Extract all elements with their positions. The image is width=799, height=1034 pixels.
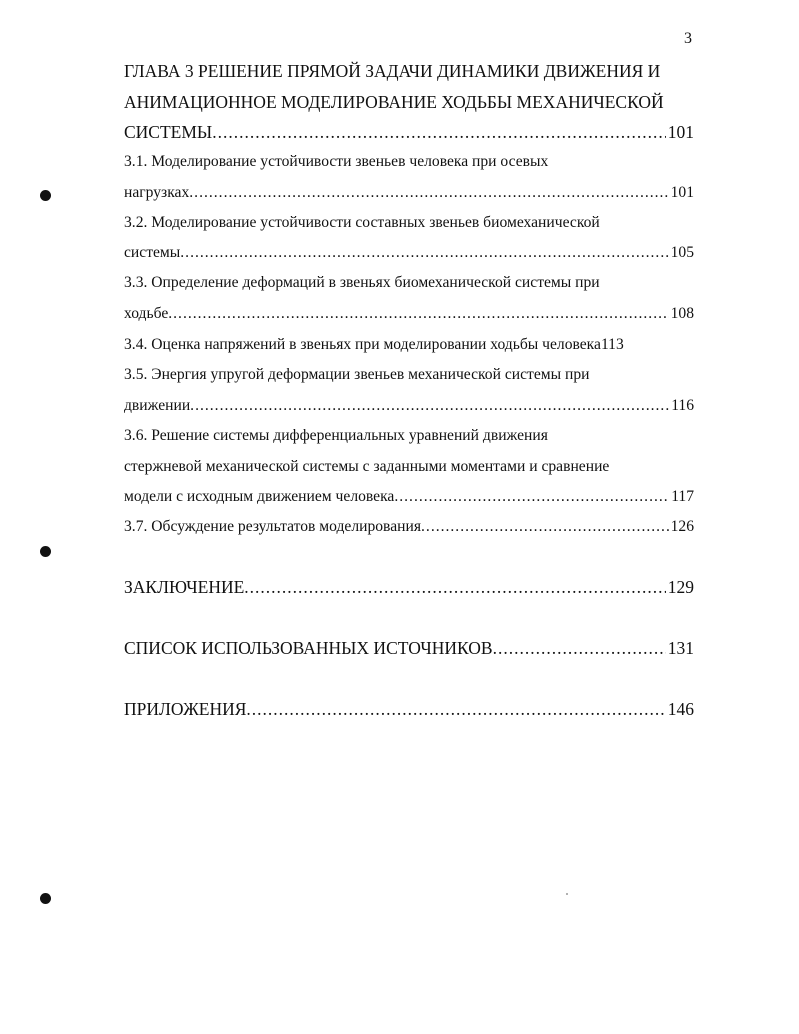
section-3-3-line-1: 3.3. Определение деформаций в звеньях биомеханической системы при [124,274,600,291]
section-3-6-line-2: стержневой механической системы с заданными моментами и сравнение [124,458,610,475]
dot-leader [493,637,666,659]
page-ref: 113 [600,336,624,353]
punch-hole-mark [40,546,51,557]
punch-hole-mark [40,190,51,201]
toc-entry-section-3-3[interactable] [124,303,694,325]
dot-leader [421,516,669,538]
dot-leader [180,242,668,264]
section-3-5-line-2: движении [124,397,191,414]
page-ref: 126 [670,518,694,535]
toc-entry-section-3-6[interactable] [124,486,694,508]
toc-entry-section-3-1[interactable] [124,182,694,204]
appendices-label: ПРИЛОЖЕНИЯ [124,699,247,719]
page-number: 3 [684,30,692,47]
dot-leader [244,576,665,598]
page-ref: 108 [670,305,694,322]
page-ref: 131 [667,638,694,658]
toc-entry-section-3-4[interactable] [124,334,694,356]
toc-entry-section-3-7[interactable] [124,516,694,538]
dot-leader [212,121,666,143]
toc-entry-appendices[interactable] [124,698,694,720]
page-ref: 146 [667,699,694,719]
toc-entry-section-3-5[interactable] [124,395,694,417]
dot-leader [246,698,665,720]
section-3-6-line-3: модели с исходным движением человека [124,488,395,505]
toc-entry-references[interactable] [124,637,694,659]
references-label: СПИСОК ИСПОЛЬЗОВАННЫХ ИСТОЧНИКОВ [124,638,493,658]
page-ref: 101 [670,184,694,201]
section-3-2-line-1: 3.2. Моделирование устойчивости составных звеньев биомеханической [124,214,600,231]
section-3-6-line-1: 3.6. Решение системы дифференциальных уравнений движения [124,427,548,444]
page-ref: 101 [667,122,694,142]
section-3-1-line-1: 3.1. Моделирование устойчивости звеньев человека при осевых [124,153,549,170]
section-3-1-line-2: нагрузках [124,184,190,201]
toc-entry-chapter-3[interactable] [124,121,694,143]
toc-entry-section-3-2[interactable] [124,242,694,264]
dot-leader [394,486,669,508]
page-ref: 129 [667,577,694,597]
punch-hole-mark [40,893,51,904]
section-3-4-line-1: 3.4. Оценка напряжений в звеньях при моделировании ходьбы человека [124,336,601,353]
page-ref: 116 [671,397,694,414]
chapter-3-title-line-1: ГЛАВА 3 РЕШЕНИЕ ПРЯМОЙ ЗАДАЧИ ДИНАМИКИ ДВИЖЕНИЯ И [124,61,661,81]
dot-leader [168,303,668,325]
conclusion-label: ЗАКЛЮЧЕНИЕ [124,577,245,597]
section-3-7-line-1: 3.7. Обсуждение результатов моделирования [124,518,422,535]
chapter-3-title-line-2: АНИМАЦИОННОЕ МОДЕЛИРОВАНИЕ ХОДЬБЫ МЕХАНИЧЕСКОЙ [124,92,664,112]
dot-leader [190,395,669,417]
toc-entry-conclusion[interactable] [124,576,694,598]
section-3-2-line-2: системы [124,244,181,261]
section-3-3-line-2: ходьбе [124,305,169,322]
section-3-5-line-1: 3.5. Энергия упругой деформации звеньев механической системы при [124,366,590,383]
chapter-3-title-line-3: СИСТЕМЫ [124,122,213,142]
page-ref: 105 [670,244,694,261]
page-ref: 117 [671,488,694,505]
dot-leader [189,182,668,204]
scan-speck [566,893,568,895]
